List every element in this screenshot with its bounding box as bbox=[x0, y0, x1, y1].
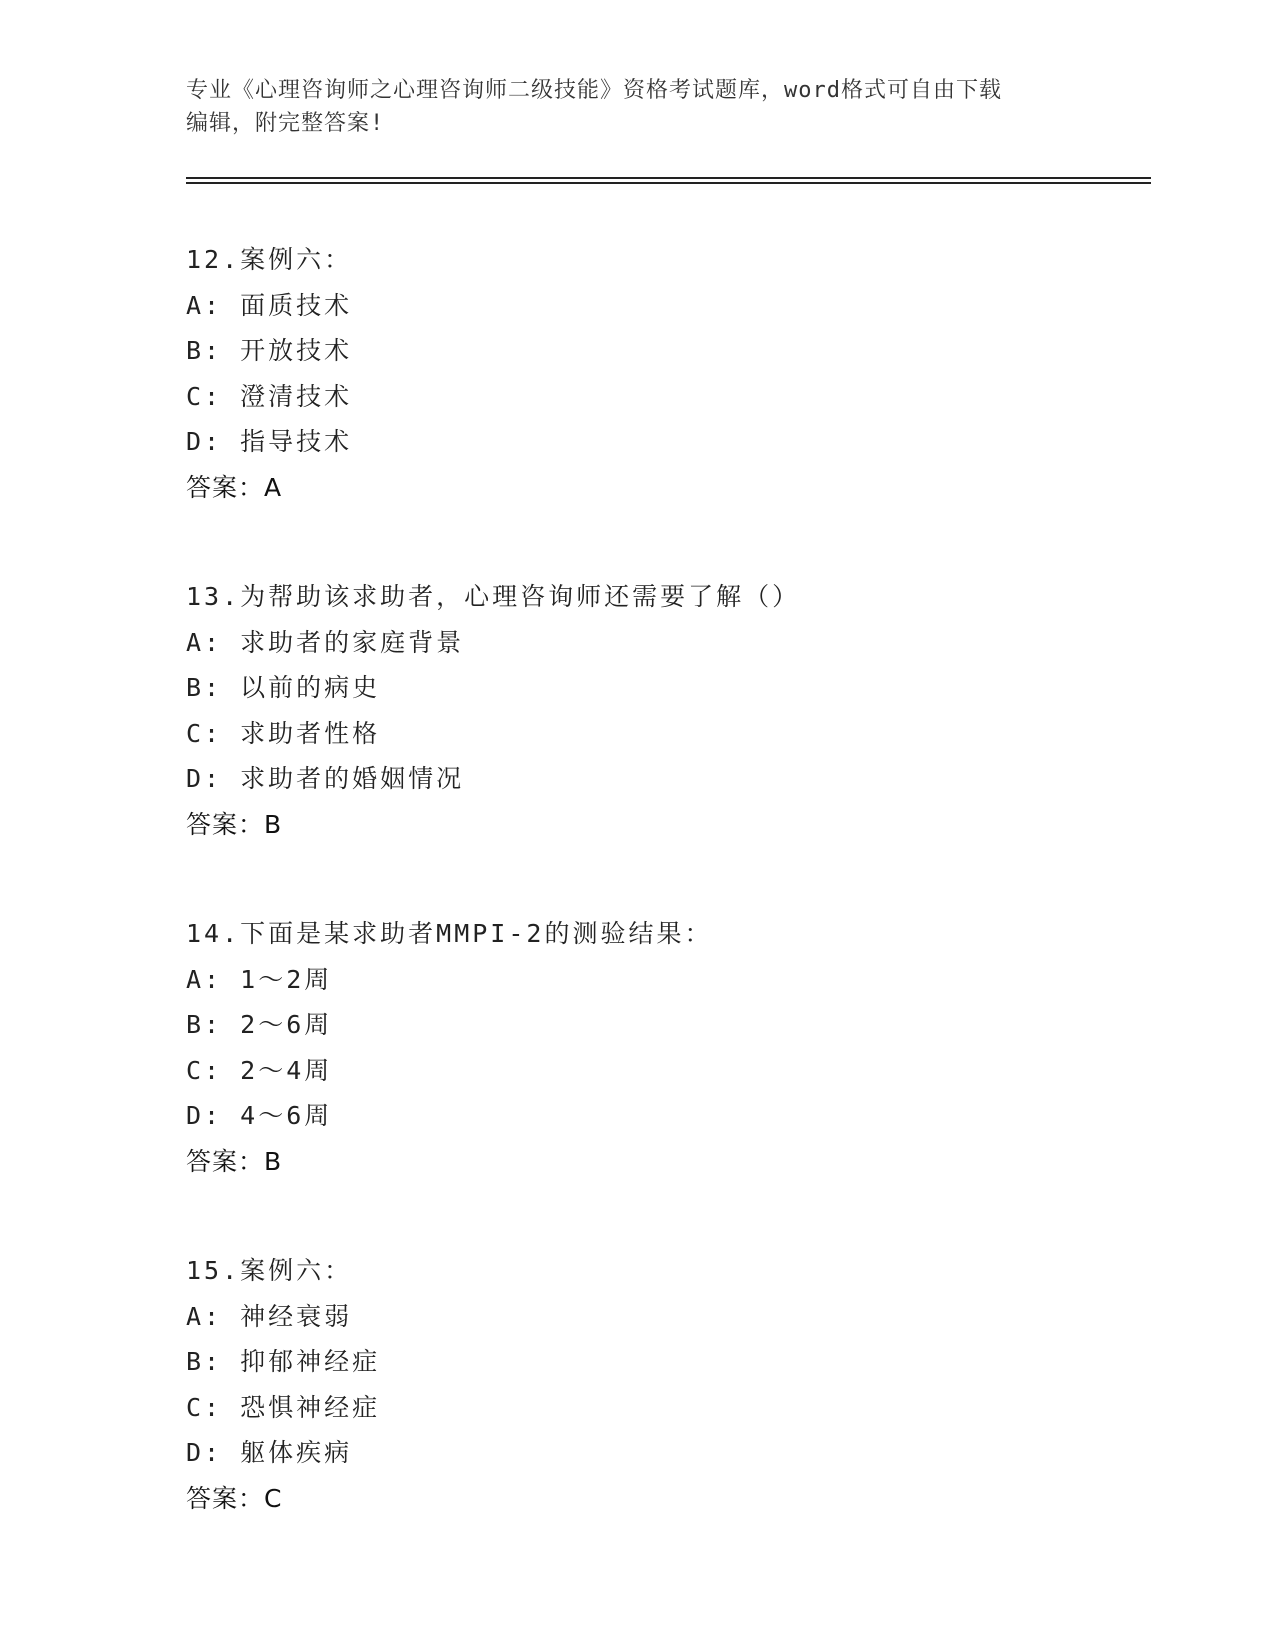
option-c: C: 2～4周 bbox=[186, 1055, 333, 1085]
question-12 bbox=[186, 237, 1146, 510]
question-stem: 13.为帮助该求助者，心理咨询师还需要了解（） bbox=[186, 582, 801, 611]
question-13 bbox=[186, 574, 1146, 847]
option-a: A: 神经衰弱 bbox=[186, 1301, 353, 1331]
option-a: A: 面质技术 bbox=[186, 290, 353, 320]
option-c: C: 求助者性格 bbox=[186, 718, 381, 748]
header-line-1: 专业《心理咨询师之心理咨询师二级技能》资格考试题库，word格式可自由下载 bbox=[186, 78, 1002, 103]
option-c: C: 澄清技术 bbox=[186, 381, 353, 411]
answer-line: 答案：B bbox=[186, 1146, 283, 1176]
option-d: D: 4～6周 bbox=[186, 1101, 333, 1130]
option-b: B: 以前的病史 bbox=[186, 673, 381, 702]
question-15 bbox=[186, 1248, 1146, 1521]
question-stem: 14.下面是某求助者MMPI-2的测验结果： bbox=[186, 919, 713, 948]
header-divider-top bbox=[186, 177, 1151, 179]
question-list bbox=[186, 237, 1146, 1585]
option-c: C: 恐惧神经症 bbox=[186, 1392, 381, 1422]
document-header bbox=[186, 74, 1086, 140]
option-d: D: 躯体疾病 bbox=[186, 1438, 353, 1467]
header-divider-bottom bbox=[186, 182, 1151, 184]
option-d: D: 求助者的婚姻情况 bbox=[186, 764, 465, 793]
answer-line: 答案：B bbox=[186, 809, 283, 839]
question-stem: 15.案例六： bbox=[186, 1256, 353, 1285]
option-b: B: 2～6周 bbox=[186, 1010, 333, 1039]
option-a: A: 1～2周 bbox=[186, 964, 333, 994]
answer-line: 答案：C bbox=[186, 1483, 283, 1513]
answer-line: 答案：A bbox=[186, 472, 283, 502]
option-a: A: 求助者的家庭背景 bbox=[186, 627, 465, 657]
header-line-2: 编辑，附完整答案! bbox=[186, 111, 385, 136]
question-14 bbox=[186, 911, 1146, 1184]
option-b: B: 抑郁神经症 bbox=[186, 1347, 381, 1376]
option-d: D: 指导技术 bbox=[186, 427, 353, 456]
option-b: B: 开放技术 bbox=[186, 336, 353, 365]
question-stem: 12.案例六： bbox=[186, 245, 353, 274]
